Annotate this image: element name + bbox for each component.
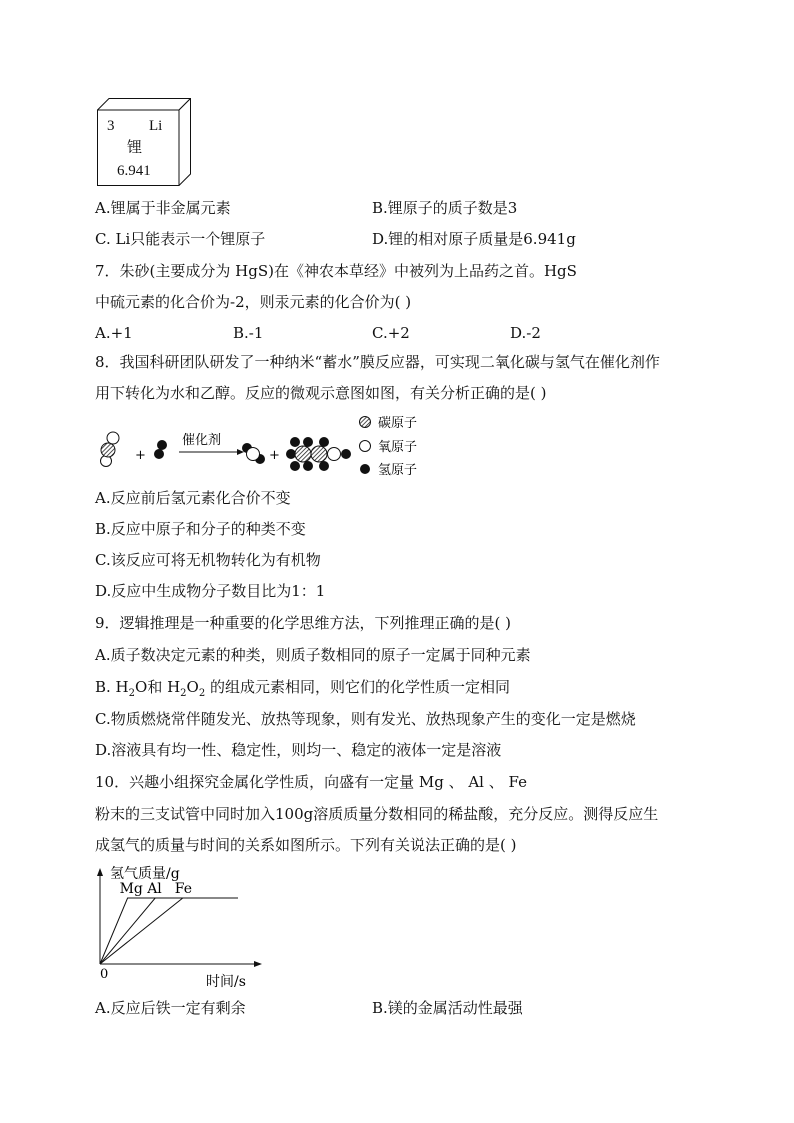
q7-option-d: D.-2: [510, 324, 541, 342]
catalyst-label: 催化剂: [182, 433, 222, 448]
q6-option-d: D.锂的相对原子质量是6.941g: [372, 230, 576, 248]
atom-legend: [360, 415, 418, 478]
element-name: 锂: [127, 138, 143, 156]
atomic-number: 3: [107, 118, 115, 134]
q8-option-c: C.该反应可将无机物转化为有机物: [95, 551, 321, 569]
y-axis-label: 氢气质量/g: [110, 866, 180, 882]
q8-option-a: A.反应前后氢元素化合价不变: [95, 489, 291, 507]
oxygen-atom-symbol: [360, 441, 371, 452]
x-axis-label: 时间/s: [206, 974, 246, 990]
atomic-mass: 6.941: [117, 163, 151, 179]
origin-label: 0: [100, 967, 109, 982]
q10-stem-line1: 10．兴趣小组探究金属化学性质，向盛有一定量 Mg 、 Al 、 Fe: [95, 773, 527, 791]
legend-carbon: 碳原子: [378, 416, 418, 431]
q6-option-a: A.锂属于非金属元素: [95, 199, 231, 217]
series-label-fe: Fe: [174, 881, 193, 897]
plus-sign-2: +: [269, 448, 280, 463]
q10-option-b: B.镁的金属活动性最强: [372, 999, 523, 1017]
q8-stem-line2: 用下转化为水和乙醇。反应的微观示意图如图，有关分析正确的是( ): [95, 384, 547, 402]
q10-stem-line2: 粉末的三支试管中同时加入100g溶质质量分数相同的稀盐酸，充分反应。测得反应生: [95, 805, 659, 823]
q10-stem-line3: 成氢气的质量与时间的关系如图所示。下列有关说法正确的是( ): [95, 836, 517, 854]
hydrogen-mass-chart: [90, 862, 270, 992]
q9-option-b: B. $H_2O$和 $H_2O_2$ 的组成元素相同，则它们的化学性质一定相同: [95, 678, 511, 699]
series-layer: [100, 881, 238, 964]
q9-stem: 9．逻辑推理是一种重要的化学思维方法，下列推理正确的是( ): [95, 614, 512, 632]
x-axis-arrow: [254, 961, 262, 967]
q7-option-b: B.-1: [233, 324, 264, 342]
co2-molecule: [101, 432, 120, 467]
hydrogen-atom-symbol: [360, 464, 370, 474]
series-label-al: Al: [147, 881, 162, 897]
legend-hydrogen: 氢原子: [378, 463, 418, 478]
q7-stem-line1: 7．朱砂(主要成分为 HgS)在《神农本草经》中被列为上品药之首。HgS: [95, 262, 577, 280]
q7-option-a: A.+1: [95, 324, 133, 342]
ethanol-molecule: [286, 437, 351, 471]
series-label-mg: Mg: [119, 881, 143, 897]
q9-option-d: D.溶液具有均一性、稳定性，则均一、稳定的液体一定是溶液: [95, 741, 502, 759]
q7-stem-line2: 中硫元素的化合价为-2，则汞元素的化合价为( ): [95, 293, 412, 311]
reaction-diagram: [95, 408, 435, 480]
h2o-molecule: [242, 443, 265, 464]
q8-stem-line1: 8．我国科研团队研发了一种纳米“蓄水”膜反应器，可实现二氧化碳与氢气在催化剂作: [95, 353, 660, 371]
y-axis-arrow: [97, 868, 103, 876]
q6-option-c: C. Li只能表示一个锂原子: [95, 230, 266, 248]
element-symbol: Li: [149, 118, 163, 134]
legend-oxygen: 氧原子: [378, 440, 418, 455]
plus-sign-1: +: [135, 448, 146, 463]
carbon-atom-symbol: [360, 417, 371, 428]
q6-option-b: B.锂原子的质子数是3: [372, 199, 518, 217]
h2-molecule: [154, 440, 167, 459]
q8-option-b: B.反应中原子和分子的种类不变: [95, 520, 306, 538]
series-line-al: [100, 898, 238, 964]
element-card: [97, 98, 191, 186]
series-line-fe: [100, 898, 238, 964]
q7-option-c: C.+2: [372, 324, 410, 342]
q9-option-a: A.质子数决定元素的种类，则质子数相同的原子一定属于同种元素: [95, 646, 531, 664]
series-line-mg: [100, 898, 238, 964]
q9-option-c: C.物质燃烧常伴随发光、放热等现象，则有发光、放热现象产生的变化一定是燃烧: [95, 710, 636, 728]
q8-option-d: D.反应中生成物分子数目比为1：1: [95, 582, 326, 600]
q10-option-a: A.反应后铁一定有剩余: [95, 999, 246, 1017]
